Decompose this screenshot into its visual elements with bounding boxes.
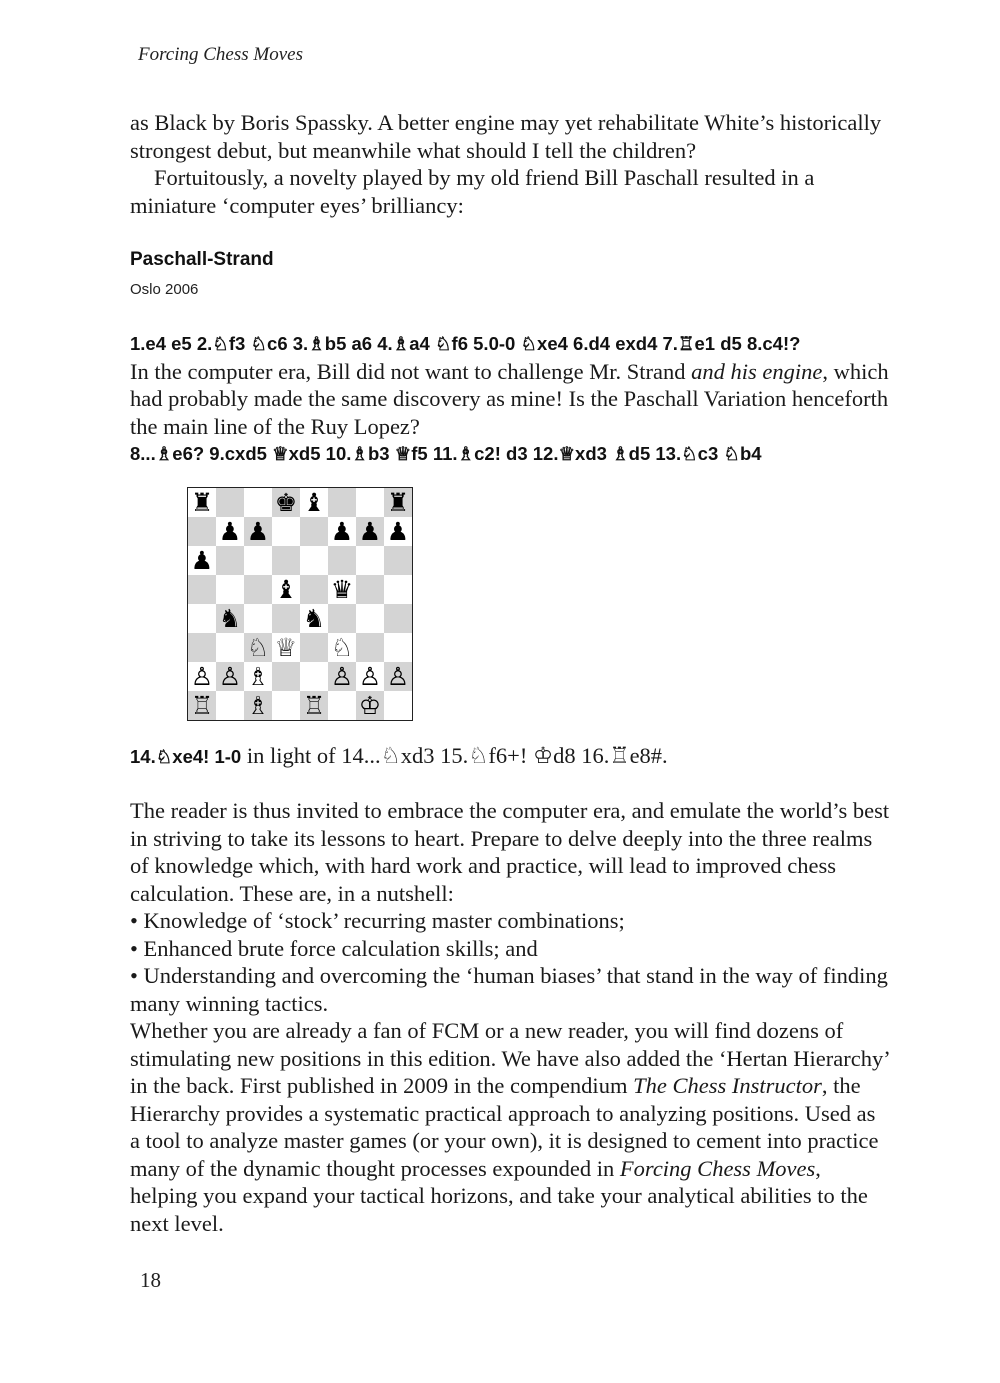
game-comment (130, 358, 890, 441)
square-b4: ♞ (216, 604, 244, 633)
game-event: Oslo 2006 (130, 281, 199, 298)
running-head: Forcing Chess Moves (138, 44, 303, 65)
square-a4 (188, 604, 216, 633)
square-c4 (244, 604, 272, 633)
square-g2: ♙ (356, 662, 384, 691)
square-g1: ♔ (356, 691, 384, 720)
bullet-item-1: • Knowledge of ‘stock’ recurring master combinations; (130, 908, 625, 933)
square-b7: ♟ (216, 517, 244, 546)
square-f6 (328, 546, 356, 575)
square-e1: ♖ (300, 691, 328, 720)
square-h4 (384, 604, 412, 633)
para2-italic-2: Forcing Chess Moves (619, 1155, 816, 1181)
square-b2: ♙ (216, 662, 244, 691)
square-f7: ♟ (328, 517, 356, 546)
intro-paragraph-1: as Black by Boris Spassky. A better engine may yet rehabilitate White’s historically strongest debut, but meanwhile what should I tell the children? (130, 110, 882, 163)
moves-line-2: 8...♗e6? 9.cxd5 ♕xd5 10.♗b3 ♕f5 11.♗c2! d3 12.♕xd3 ♗d5 13.♘c3 ♘b4 (130, 443, 762, 464)
square-g6 (356, 546, 384, 575)
para2-part-b: , the Hierarchy provides a systematic practical approach to analyzing positions. Used as a tool to analyze master games (or your own), it is designed to cement into practice many of the dynamic thought processes expounded in (130, 1073, 879, 1181)
game-text (130, 330, 890, 468)
square-f4 (328, 604, 356, 633)
square-b3 (216, 633, 244, 662)
intro-text (130, 109, 890, 219)
square-f5: ♛ (328, 575, 356, 604)
chess-diagram (187, 487, 413, 721)
square-d3: ♕ (272, 633, 300, 662)
square-c2: ♗ (244, 662, 272, 691)
page-number: 18 (140, 1268, 161, 1292)
square-c7: ♟ (244, 517, 272, 546)
square-f8 (328, 488, 356, 517)
comment-part-b: , which had probably made the same discovery as mine! Is the Paschall Variation henceforth the main line of the Ruy Lopez? (130, 358, 889, 439)
square-d6 (272, 546, 300, 575)
square-e8: ♝ (300, 488, 328, 517)
moves-line-1: 1.e4 e5 2.♘f3 ♘c6 3.♗b5 a6 4.♗a4 ♘f6 5.0-0 ♘xe4 6.d4 exd4 7.♖e1 d5 8.c4!? (130, 333, 801, 354)
square-g5 (356, 575, 384, 604)
square-h1 (384, 691, 412, 720)
final-comment: in light of 14...♘xd3 15.♘f6+! ♔d8 16.♖e8#. (241, 743, 668, 768)
square-a2: ♙ (188, 662, 216, 691)
square-a1: ♖ (188, 691, 216, 720)
square-e4: ♞ (300, 604, 328, 633)
bullet-item-3: • Understanding and overcoming the ‘human biases’ that stand in the way of finding many winning tactics. (130, 963, 888, 1016)
square-e7 (300, 517, 328, 546)
square-b8 (216, 488, 244, 517)
square-f2: ♙ (328, 662, 356, 691)
square-b1 (216, 691, 244, 720)
square-e3 (300, 633, 328, 662)
square-c6 (244, 546, 272, 575)
square-h8: ♜ (384, 488, 412, 517)
square-d5: ♝ (272, 575, 300, 604)
square-e5 (300, 575, 328, 604)
body-text (130, 797, 890, 1237)
square-h3 (384, 633, 412, 662)
body-paragraph-2 (130, 1017, 890, 1237)
square-e6 (300, 546, 328, 575)
square-c3: ♘ (244, 633, 272, 662)
square-h7: ♟ (384, 517, 412, 546)
square-h6 (384, 546, 412, 575)
para2-part-a: Whether you are already a fan of FCM or a new reader, you will find dozens of stimulating new positions in this edition. We have also added the ‘Hertan Hierarchy’ in the back. First published in 2009 in the compendium (130, 1018, 890, 1098)
final-move: 14.♘xe4! 1-0 (130, 746, 242, 767)
intro-paragraph-2: Fortuitously, a novelty played by my old friend Bill Paschall resulted in a miniature ‘computer eyes’ brilliancy: (130, 165, 815, 218)
bullet-item-2: • Enhanced brute force calculation skills; and (130, 935, 538, 961)
square-d8: ♚ (272, 488, 300, 517)
square-h5 (384, 575, 412, 604)
square-e2 (300, 662, 328, 691)
final-line (130, 742, 890, 771)
square-f1 (328, 691, 356, 720)
square-h2: ♙ (384, 662, 412, 691)
square-a7 (188, 517, 216, 546)
square-d4 (272, 604, 300, 633)
game-players: Paschall-Strand (130, 249, 274, 270)
para2-part-c: , helping you expand your tactical horizons, and take your analytical abilities to the next level. (130, 1155, 868, 1236)
square-g3 (356, 633, 384, 662)
square-a5 (188, 575, 216, 604)
square-a3 (188, 633, 216, 662)
square-b6 (216, 546, 244, 575)
square-f3: ♘ (328, 633, 356, 662)
square-c8 (244, 488, 272, 517)
square-d1 (272, 691, 300, 720)
para2-italic-1: The Chess Instructor (633, 1073, 822, 1098)
square-g4 (356, 604, 384, 633)
square-g8 (356, 488, 384, 517)
square-a8: ♜ (188, 488, 216, 517)
square-a6: ♟ (188, 546, 216, 575)
comment-part-a: In the computer era, Bill did not want to challenge Mr. Strand (130, 358, 692, 384)
square-d7 (272, 517, 300, 546)
body-paragraph-1: The reader is thus invited to embrace the computer era, and emulate the world’s best in striving to take its lessons to heart. Prepare to delve deeply into the three realms of knowledge which, with hard work and practice, will lead to improved chess calculation. These are, in a nutshell: (130, 798, 890, 906)
square-g7: ♟ (356, 517, 384, 546)
comment-italic: and his engine (691, 358, 823, 384)
square-c1: ♗ (244, 691, 272, 720)
square-b5 (216, 575, 244, 604)
square-d2 (272, 662, 300, 691)
square-c5 (244, 575, 272, 604)
